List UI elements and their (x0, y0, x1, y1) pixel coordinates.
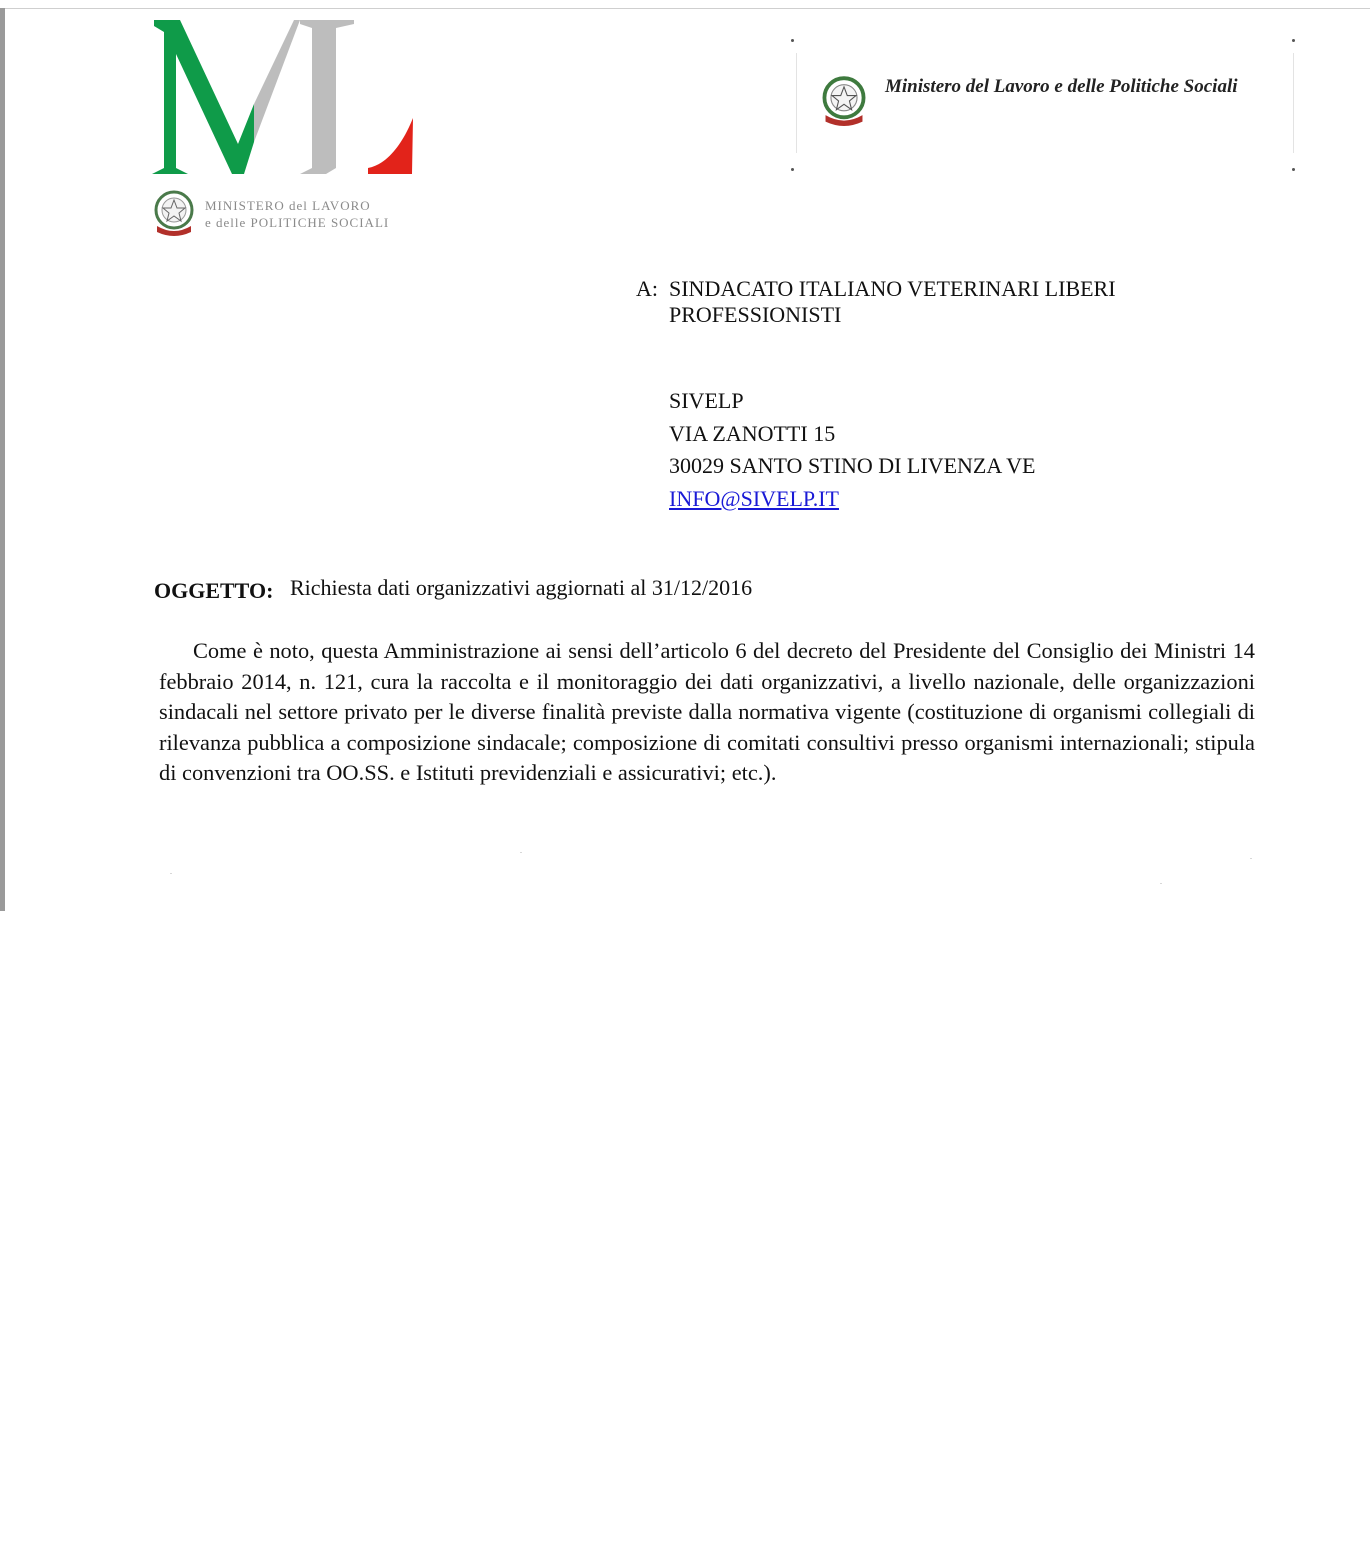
scan-speck (520, 852, 522, 853)
corner-dot (791, 168, 794, 171)
body-paragraph: Come è noto, questa Amministrazione ai sensi dell’articolo 6 del decreto del Presidente del Consiglio dei Ministri 14 febbraio 2014, n. 121, cura la raccolta e il monitoraggio dei dati organizzativi, a livello nazionale, delle organizzazioni sindacali nel settore privato per le diverse finalità previste dalla normativa vigente (costituzione di organismi collegiali di rilevanza pubblica a composizione sindacale; composizione di comitati consultivi presso organismi internazionali; stipula di convenzioni tra OO.SS. e Istituti previdenziali e assicurativi; etc.). (159, 638, 1255, 785)
corner-dot (791, 39, 794, 42)
scan-speck (1160, 883, 1162, 884)
recipient-label: A: (636, 276, 658, 301)
recipient-city: 30029 SANTO STINO DI LIVENZA VE (669, 453, 1036, 478)
italian-emblem-icon (151, 188, 197, 238)
logo-caption (205, 197, 389, 231)
ml-logo-gray-l (300, 20, 354, 174)
scan-speck (170, 873, 172, 874)
logo-caption-line2: e delle POLITICHE SOCIALI (205, 215, 390, 230)
ml-logo-gray-stroke (254, 20, 300, 142)
ministry-title: Ministero del Lavoro e delle Politiche Sociali (885, 76, 1238, 97)
recipient-acronym: SIVELP (669, 388, 744, 413)
recipient-street: VIA ZANOTTI 15 (669, 420, 836, 446)
top-divider (0, 8, 1370, 9)
ml-logo-green-m (152, 20, 254, 174)
ministry-header-box (791, 39, 1295, 171)
recipient-address (669, 385, 1035, 515)
corner-dot (1292, 168, 1295, 171)
scan-speck (1250, 858, 1252, 859)
recipient-name-line2: PROFESSIONISTI (669, 302, 842, 327)
corner-dot (1292, 39, 1295, 42)
logo-caption-line1: MINISTERO del LAVORO (205, 198, 371, 213)
italian-emblem-icon (819, 73, 869, 129)
left-margin-bar (0, 8, 5, 911)
ministry-header-inner (796, 53, 1294, 153)
ml-logo-red-wedge (368, 118, 413, 174)
ml-logo (150, 18, 420, 178)
recipient-name-line1: SINDACATO ITALIANO VETERINARI LIBERI (669, 276, 1116, 301)
subject-label: OGGETTO: (154, 578, 274, 603)
recipient-email-link[interactable]: INFO@SIVELP.IT (669, 485, 839, 511)
subject-text: Richiesta dati organizzativi aggiornati al 31/12/2016 (290, 575, 753, 600)
recipient-name (669, 276, 1116, 328)
